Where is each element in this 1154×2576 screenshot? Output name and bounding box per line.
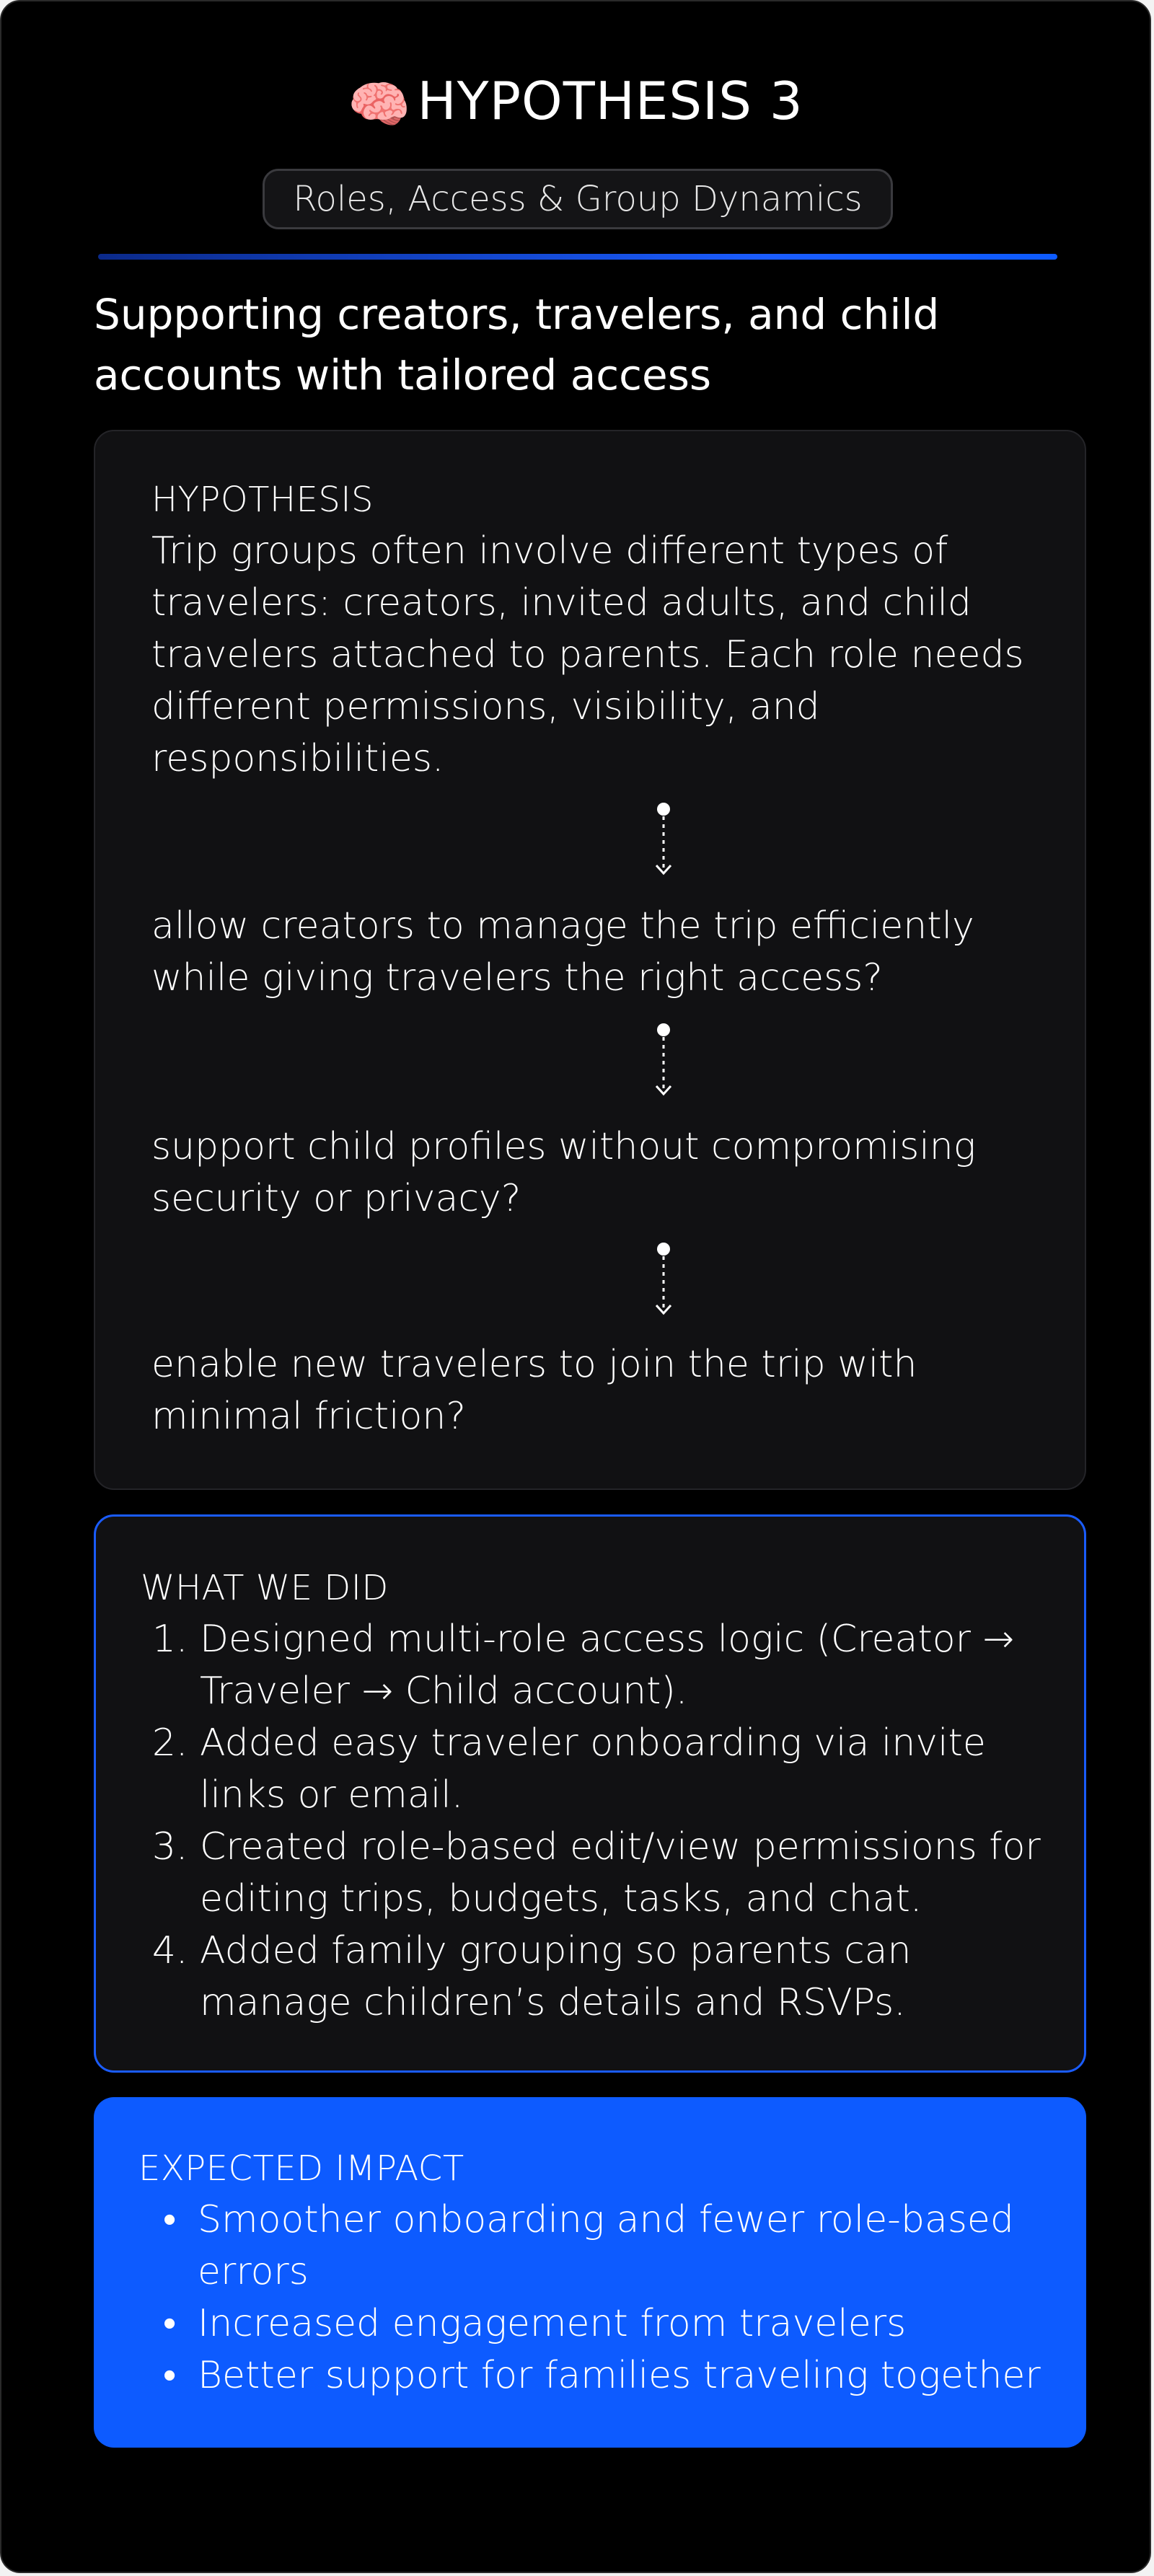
step-item: 1. Designed multi-role access logic (Creator → Traveler → Child account).: [200, 1613, 1071, 1717]
flow-connector-icon: [655, 802, 672, 881]
what-we-did-label: WHAT WE DID: [141, 1568, 389, 1608]
flow-connector-icon: [655, 1023, 672, 1102]
brain-icon: 🧠: [348, 75, 412, 135]
step-item: 4. Added family grouping so parents can manage children’s details and RSVPs.: [200, 1925, 1071, 2029]
page-title: [1, 65, 1150, 141]
flow-connector-icon: [655, 1242, 672, 1321]
question-3: enable new travelers to join the trip with minimal friction?: [151, 1343, 917, 1438]
hypothesis-label: HYPOTHESIS: [151, 480, 374, 520]
step-item: 3. Created role-based edit/view permissions for editing trips, budgets, tasks, and chat.: [200, 1821, 1071, 1925]
what-we-did-card: [94, 1514, 1086, 2073]
hypothesis-text: Trip groups often involve different types of travelers: creators, invited adults, and child travelers attached to parents. Each role needs different permissions, visibility, and responsibilities.: [151, 529, 1024, 780]
steps-list: [141, 1613, 1071, 2029]
expected-impact-label: EXPECTED IMPACT: [138, 2148, 464, 2189]
expected-impact-card: [94, 2097, 1086, 2448]
question-1: allow creators to manage the trip efficiently while giving travelers the right access?: [151, 904, 974, 1000]
impact-item: • Better support for families traveling together: [198, 2350, 1069, 2401]
impact-item: • Smoother onboarding and fewer role-based errors: [198, 2194, 1069, 2298]
category-tag: Roles, Access & Group Dynamics: [263, 169, 893, 229]
question-2: support child profiles without compromising security or privacy?: [151, 1125, 976, 1220]
divider: [98, 254, 1057, 260]
hypothesis-card: [94, 430, 1086, 1490]
impact-list: [138, 2194, 1069, 2401]
title-text: HYPOTHESIS 3: [417, 71, 803, 131]
section-subtitle: Supporting creators, travelers, and child accounts with tailored access: [94, 290, 940, 400]
impact-item: • Increased engagement from travelers: [198, 2298, 1069, 2350]
step-item: 2. Added easy traveler onboarding via invite links or email.: [200, 1717, 1071, 1821]
